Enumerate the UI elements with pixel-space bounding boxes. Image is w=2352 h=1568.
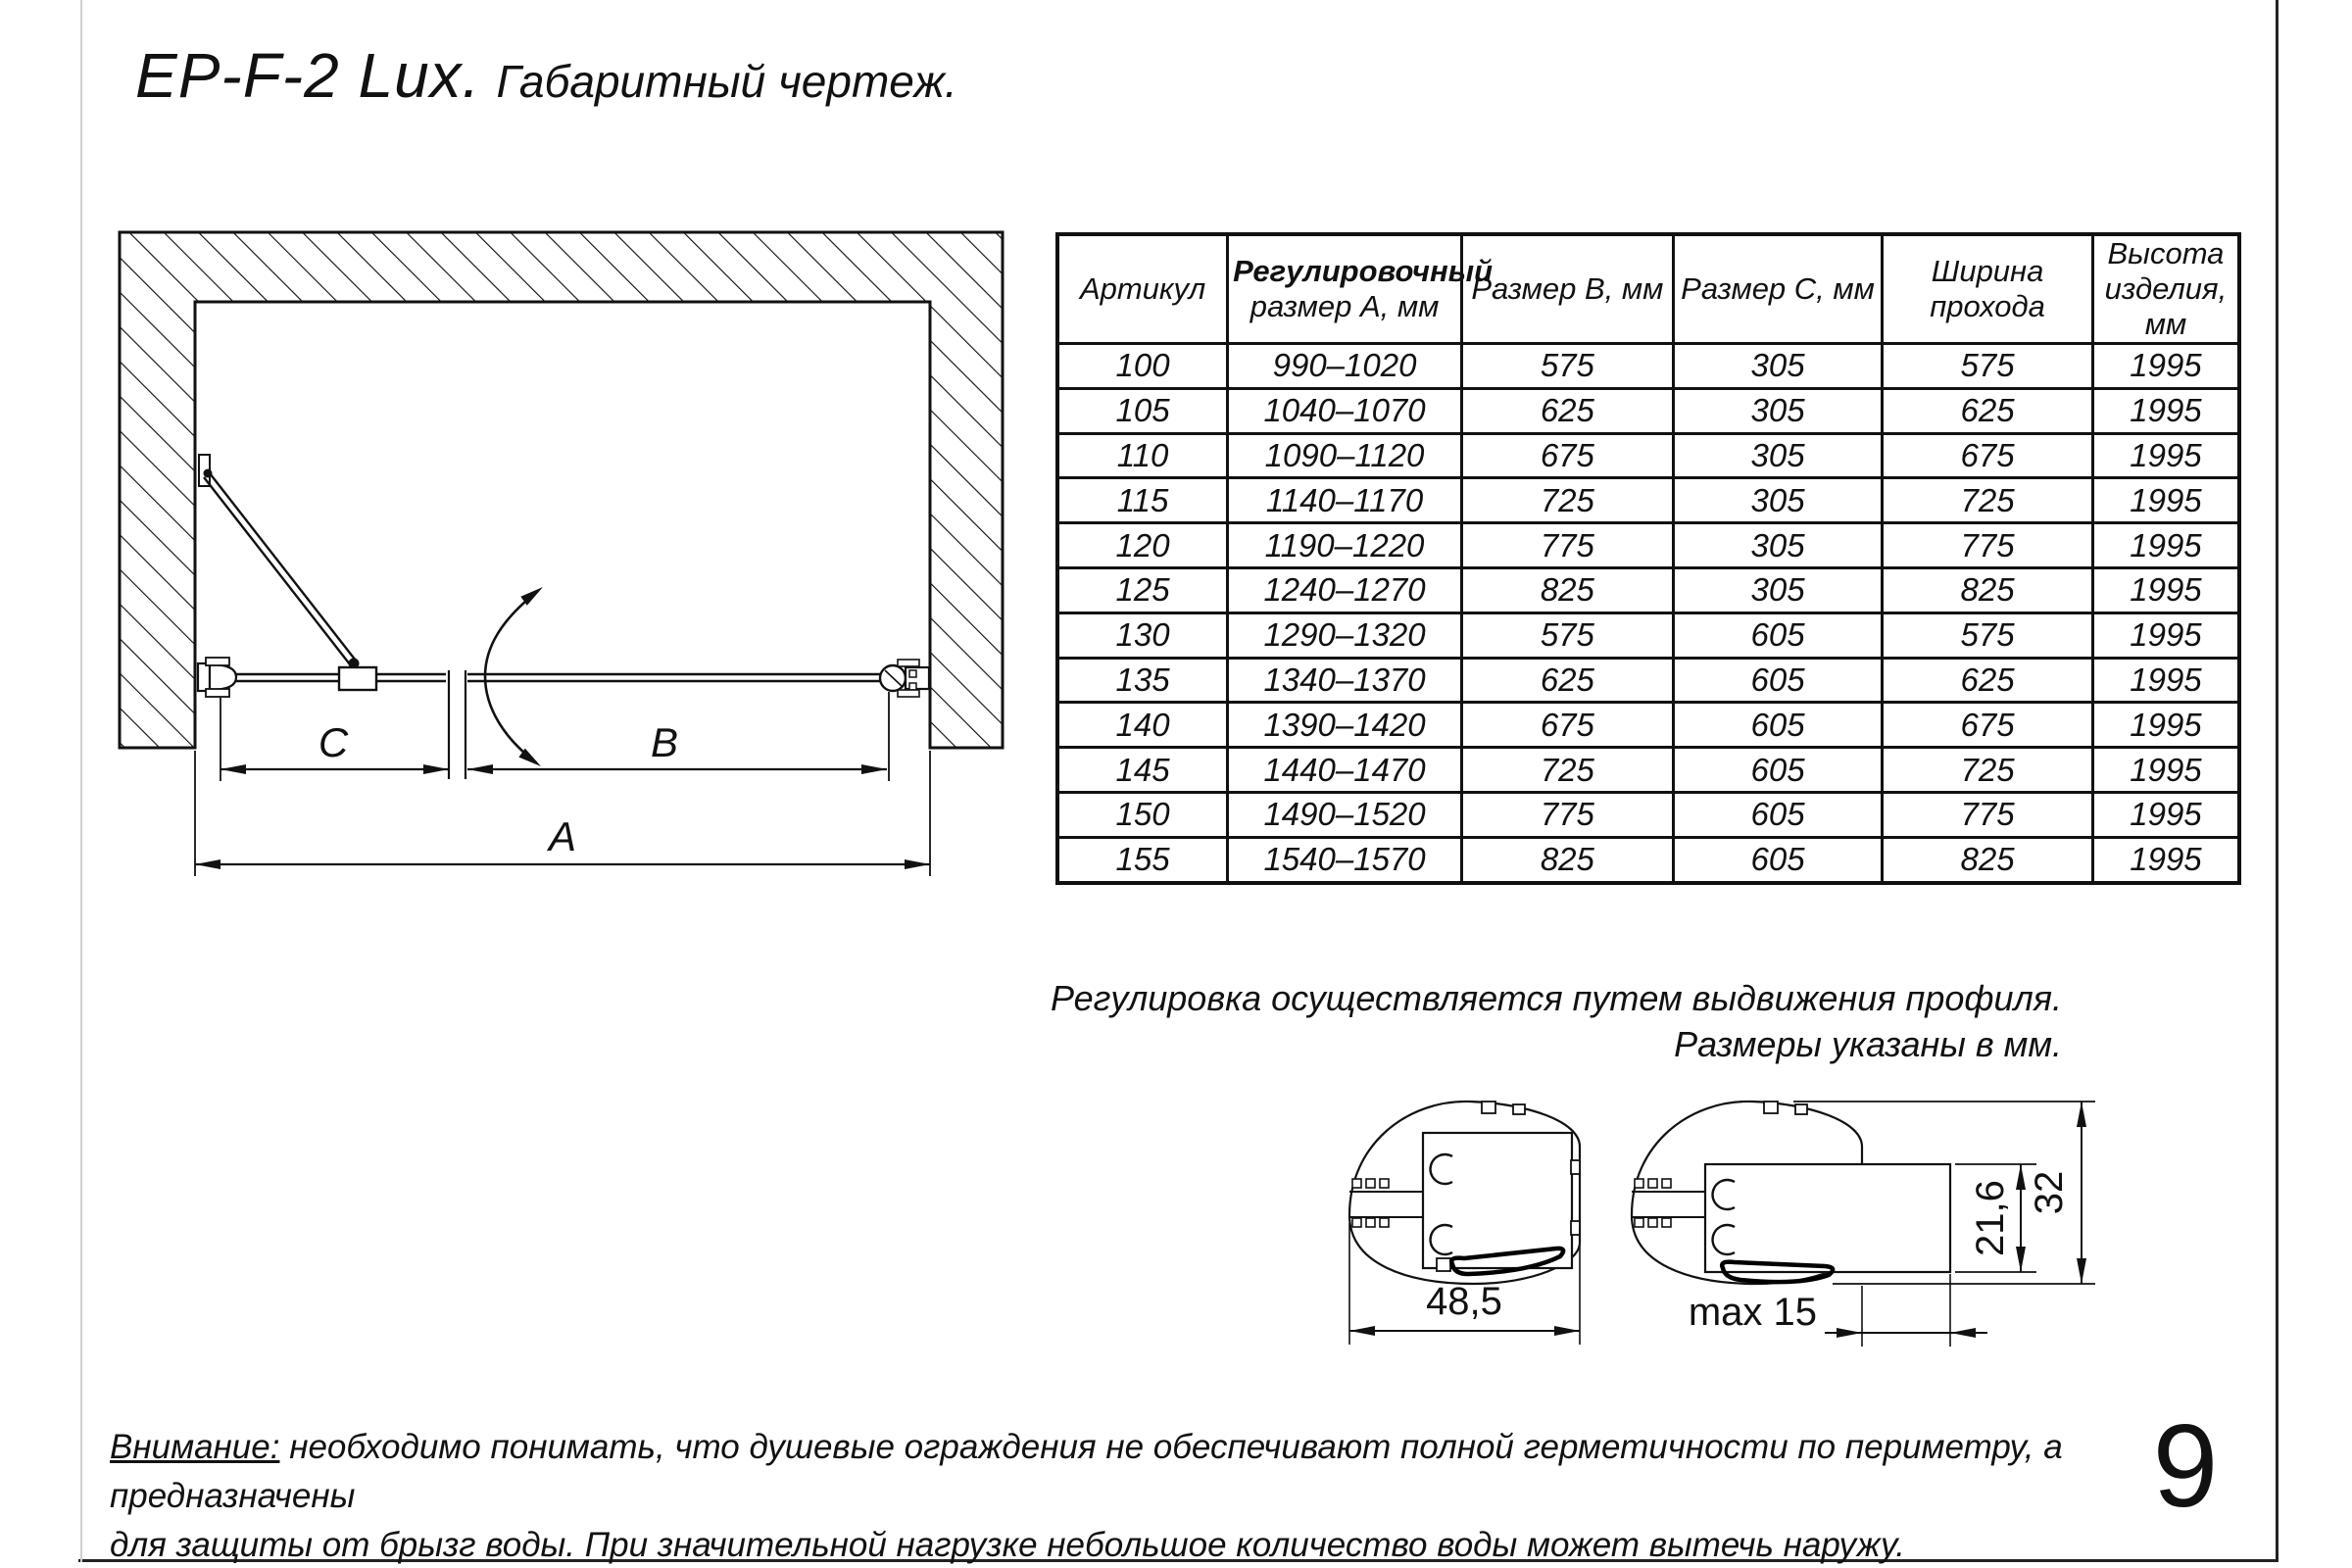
table-cell: 1390–1420	[1228, 703, 1462, 748]
table-cell: 675	[1461, 703, 1673, 748]
table-cell: 115	[1057, 478, 1228, 523]
table-cell: 1995	[2092, 612, 2239, 658]
table-cell: 120	[1057, 523, 1228, 568]
dimension-a	[195, 813, 930, 869]
table-cell: 155	[1057, 837, 1228, 882]
table-cell: 305	[1673, 388, 1882, 433]
table-cell: 605	[1673, 612, 1882, 658]
dim-b-label: B	[650, 719, 679, 765]
size-table-body	[1057, 344, 2239, 883]
table-cell: 305	[1673, 433, 1882, 478]
table-cell: 605	[1673, 792, 1882, 837]
table-cell: 625	[1883, 388, 2093, 433]
dimension-height-32	[2028, 1102, 2086, 1284]
page-border-right	[2276, 0, 2278, 1562]
dim-c-label: C	[318, 719, 349, 765]
col-header-size-b: Размер В, мм	[1461, 234, 1673, 344]
table-cell: 825	[1883, 837, 2093, 882]
col-header-article: Артикул	[1057, 234, 1228, 344]
warning-line-2: для защиты от брызг воды. При значительной нагрузке небольшое количество воды может вытечь наружу.	[110, 1526, 1905, 1564]
dimensional-drawing	[98, 223, 1039, 900]
note-line-2: Размеры указаны в мм.	[1674, 1024, 2062, 1064]
table-cell: 605	[1673, 658, 1882, 703]
table-row	[1057, 748, 2239, 793]
table-cell: 1995	[2092, 792, 2239, 837]
table-cell: 135	[1057, 658, 1228, 703]
table-cell: 775	[1461, 523, 1673, 568]
table-cell: 605	[1673, 837, 1882, 882]
table-cell: 1090–1120	[1228, 433, 1462, 478]
table-cell: 1995	[2092, 523, 2239, 568]
page-number: 9	[2152, 1400, 2219, 1532]
document-type: Габаритный чертеж.	[496, 56, 957, 107]
table-row	[1057, 344, 2239, 389]
table-cell: 625	[1883, 658, 2093, 703]
dimension-c	[220, 719, 449, 774]
dim-32-label: 32	[2028, 1170, 2071, 1215]
table-row	[1057, 433, 2239, 478]
warning-label: Внимание:	[110, 1428, 280, 1466]
table-cell: 305	[1673, 344, 1882, 389]
table-cell: 825	[1461, 837, 1673, 882]
table-row	[1057, 612, 2239, 658]
table-cell: 1995	[2092, 658, 2239, 703]
table-cell: 125	[1057, 567, 1228, 612]
profile-section-closed	[1349, 1102, 1580, 1284]
door-swing-arc	[485, 587, 543, 766]
note-line-1: Регулировка осуществляется путем выдвижения профиля.	[1050, 978, 2062, 1018]
table-cell: 675	[1883, 433, 2093, 478]
table-cell: 1040–1070	[1228, 388, 1462, 433]
table-cell: 775	[1461, 792, 1673, 837]
brace-pivot-top	[204, 469, 213, 478]
panel-gap-ticks	[449, 670, 466, 779]
table-cell: 1995	[2092, 703, 2239, 748]
table-cell: 145	[1057, 748, 1228, 793]
table-cell: 100	[1057, 344, 1228, 389]
table-row	[1057, 567, 2239, 612]
col-header-size-c: Размер С, мм	[1673, 234, 1882, 344]
table-row	[1057, 792, 2239, 837]
table-cell: 825	[1461, 567, 1673, 612]
wall-section	[120, 232, 1003, 748]
table-cell: 1995	[2092, 837, 2239, 882]
table-row	[1057, 837, 2239, 882]
adjustment-notes	[980, 975, 2062, 1067]
table-cell: 1140–1170	[1228, 478, 1462, 523]
dimension-adjust-max-15	[1689, 1274, 1987, 1347]
table-cell: 305	[1673, 478, 1882, 523]
page-title	[135, 39, 957, 112]
door-panel-glass	[467, 674, 882, 681]
panel-connector	[339, 667, 376, 690]
table-cell: 1995	[2092, 388, 2239, 433]
table-cell: 1540–1570	[1228, 837, 1462, 882]
table-cell: 1440–1470	[1228, 748, 1462, 793]
table-row	[1057, 388, 2239, 433]
table-cell: 825	[1883, 567, 2093, 612]
table-cell: 575	[1461, 344, 1673, 389]
table-cell: 1490–1520	[1228, 792, 1462, 837]
table-row	[1057, 658, 2239, 703]
model-name: EP-F-2 Lux.	[135, 40, 481, 111]
table-cell: 625	[1461, 388, 1673, 433]
table-cell: 990–1020	[1228, 344, 1462, 389]
size-table-header	[1057, 234, 2239, 344]
table-cell: 605	[1673, 748, 1882, 793]
table-cell: 1290–1320	[1228, 612, 1462, 658]
warning-note	[110, 1423, 2129, 1568]
dim-max-15-label: max 15	[1688, 1291, 1817, 1334]
dim-21-6-label: 21,6	[1969, 1180, 2012, 1256]
table-cell: 1995	[2092, 567, 2239, 612]
dimension-b	[467, 719, 887, 774]
table-cell: 775	[1883, 523, 2093, 568]
table-cell: 305	[1673, 567, 1882, 612]
table-cell: 575	[1883, 612, 2093, 658]
table-cell: 1995	[2092, 433, 2239, 478]
profile-cross-sections	[1323, 1068, 2127, 1360]
dimension-channel-21-6	[1969, 1164, 2026, 1272]
door-hinge	[880, 660, 929, 697]
col-header-size-a: Регулировочный размер А, мм	[1228, 234, 1462, 344]
table-cell: 725	[1461, 748, 1673, 793]
table-row	[1057, 478, 2239, 523]
col-header-pass-width: Ширина прохода	[1883, 234, 2093, 344]
profile-section-extended	[1632, 1102, 1950, 1284]
table-cell: 150	[1057, 792, 1228, 837]
table-cell: 625	[1461, 658, 1673, 703]
table-cell: 725	[1461, 478, 1673, 523]
table-cell: 1995	[2092, 748, 2239, 793]
table-cell: 775	[1883, 792, 2093, 837]
col-header-height: Высота изделия, мм	[2092, 234, 2239, 344]
dim-48-5-label: 48,5	[1426, 1280, 1502, 1323]
table-cell: 725	[1883, 748, 2093, 793]
table-cell: 1340–1370	[1228, 658, 1462, 703]
table-cell: 130	[1057, 612, 1228, 658]
page-border-left	[80, 0, 82, 1562]
table-cell: 605	[1673, 703, 1882, 748]
table-cell: 725	[1883, 478, 2093, 523]
table-row	[1057, 523, 2239, 568]
table-cell: 675	[1461, 433, 1673, 478]
dim-a-label: A	[548, 813, 577, 859]
table-cell: 305	[1673, 523, 1882, 568]
table-cell: 1995	[2092, 344, 2239, 389]
table-cell: 675	[1883, 703, 2093, 748]
table-cell: 105	[1057, 388, 1228, 433]
table-cell: 1190–1220	[1228, 523, 1462, 568]
table-cell: 1995	[2092, 478, 2239, 523]
table-cell: 575	[1883, 344, 2093, 389]
table-cell: 110	[1057, 433, 1228, 478]
support-brace	[199, 455, 360, 669]
table-cell: 1240–1270	[1228, 567, 1462, 612]
size-table	[1055, 232, 2241, 885]
wall-profile-clamp	[198, 658, 236, 697]
table-cell: 575	[1461, 612, 1673, 658]
warning-line-1: Внимание: необходимо понимать, что душевые ограждения не обеспечивают полной герметичности по периметру, а предназначены	[110, 1428, 2063, 1515]
table-cell: 140	[1057, 703, 1228, 748]
table-row	[1057, 703, 2239, 748]
